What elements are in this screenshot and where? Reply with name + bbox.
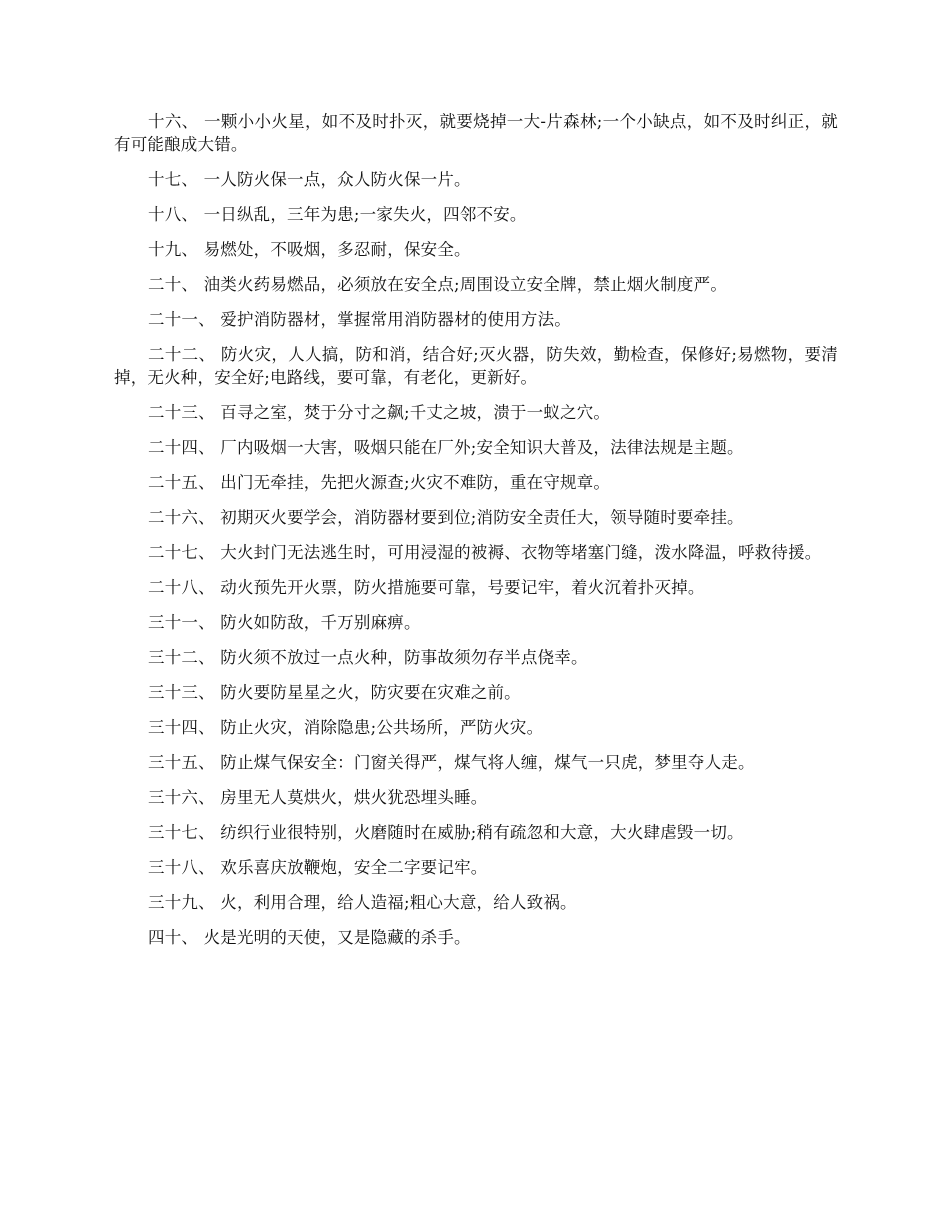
list-item xyxy=(114,401,838,424)
item-text: 初期灭火要学会，消防器材要到位;消防安全责任大，领导随时要牵挂。 xyxy=(220,508,744,527)
item-text: 防火如防敌，千万别麻痹。 xyxy=(220,613,421,632)
item-number: 三十九、 xyxy=(148,893,215,912)
item-text: 房里无人莫烘火，烘火犹恐埋头睡。 xyxy=(220,788,488,807)
item-number: 二十六、 xyxy=(148,508,215,527)
list-item xyxy=(114,541,838,564)
item-number: 十七、 xyxy=(148,170,199,189)
item-number: 三十三、 xyxy=(148,683,215,702)
item-number: 三十一、 xyxy=(148,613,215,632)
document-body xyxy=(114,110,838,961)
list-item xyxy=(114,821,838,844)
list-item xyxy=(114,681,838,704)
item-text: 防火须不放过一点火种，防事故须勿存半点侥幸。 xyxy=(220,648,588,667)
list-item xyxy=(114,891,838,914)
item-text: 火是光明的天使，又是隐藏的杀手。 xyxy=(203,928,471,947)
list-item xyxy=(114,308,838,331)
item-text: 厂内吸烟一大害，吸烟只能在厂外;安全知识大普及，法律法规是主题。 xyxy=(220,438,744,457)
item-number: 三十五、 xyxy=(148,753,215,772)
list-item xyxy=(114,471,838,494)
item-text: 防止火灾，消除隐患;公共场所，严防火灾。 xyxy=(220,718,544,737)
list-item xyxy=(114,238,838,261)
item-number: 二十、 xyxy=(148,275,199,294)
item-number: 二十七、 xyxy=(148,543,215,562)
item-text: 防止煤气保安全：门窗关得严，煤气将人缠，煤气一只虎，梦里夺人走。 xyxy=(220,753,755,772)
item-text: 一人防火保一点，众人防火保一片。 xyxy=(203,170,471,189)
list-item xyxy=(114,168,838,191)
item-text: 油类火药易燃品，必须放在安全点;周围设立安全牌，禁止烟火制度严。 xyxy=(203,275,728,294)
item-number: 二十一、 xyxy=(148,310,215,329)
item-number: 二十五、 xyxy=(148,473,215,492)
list-item xyxy=(114,646,838,669)
item-text: 动火预先开火票，防火措施要可靠，号要记牢，着火沉着扑灭掉。 xyxy=(220,578,705,597)
item-text: 出门无牵挂，先把火源查;火灾不难防，重在守规章。 xyxy=(220,473,611,492)
list-item xyxy=(114,343,838,389)
list-item xyxy=(114,506,838,529)
item-number: 二十八、 xyxy=(148,578,215,597)
item-text: 一颗小小火星，如不及时扑灭，就要烧掉一大-片森林;一个小缺点，如不及时纠正，就有可能酿成大错。 xyxy=(114,112,839,154)
item-text: 易燃处，不吸烟，多忍耐，保安全。 xyxy=(203,240,471,259)
list-item xyxy=(114,856,838,879)
item-number: 三十四、 xyxy=(148,718,215,737)
item-number: 四十、 xyxy=(148,928,199,947)
item-text: 火，利用合理，给人造福;粗心大意，给人致祸。 xyxy=(220,893,577,912)
item-number: 三十八、 xyxy=(148,858,215,877)
list-item xyxy=(114,576,838,599)
list-item xyxy=(114,786,838,809)
item-number: 三十七、 xyxy=(148,823,215,842)
item-text: 欢乐喜庆放鞭炮，安全二字要记牢。 xyxy=(220,858,488,877)
item-text: 大火封门无法逃生时，可用浸湿的被褥、衣物等堵塞门缝，泼水降温，呼救待援。 xyxy=(220,543,822,562)
list-item xyxy=(114,611,838,634)
list-item xyxy=(114,273,838,296)
item-number: 三十六、 xyxy=(148,788,215,807)
list-item xyxy=(114,926,838,949)
item-text: 防火灾，人人搞，防和消，结合好;灭火器，防失效，勤检查，保修好;易燃物，要清掉，无火种，安全好;电路线，要可靠，有老化，更新好。 xyxy=(114,345,838,387)
list-item xyxy=(114,110,838,156)
item-text: 纺织行业很特别，火磨随时在威胁;稍有疏忽和大意，大火肆虐毁一切。 xyxy=(220,823,744,842)
item-text: 爱护消防器材，掌握常用消防器材的使用方法。 xyxy=(220,310,571,329)
item-number: 二十四、 xyxy=(148,438,215,457)
list-item xyxy=(114,203,838,226)
item-number: 三十二、 xyxy=(148,648,215,667)
list-item xyxy=(114,436,838,459)
item-number: 十六、 xyxy=(148,112,199,131)
item-text: 防火要防星星之火，防灾要在灾难之前。 xyxy=(220,683,521,702)
list-item xyxy=(114,716,838,739)
item-number: 二十三、 xyxy=(148,403,215,422)
item-text: 百寻之室，焚于分寸之飙;千丈之坡，溃于一蚁之穴。 xyxy=(220,403,611,422)
item-number: 十九、 xyxy=(148,240,199,259)
list-item xyxy=(114,751,838,774)
item-number: 二十二、 xyxy=(148,345,216,364)
item-number: 十八、 xyxy=(148,205,199,224)
item-text: 一日纵乱，三年为患;一家失火，四邻不安。 xyxy=(203,205,527,224)
